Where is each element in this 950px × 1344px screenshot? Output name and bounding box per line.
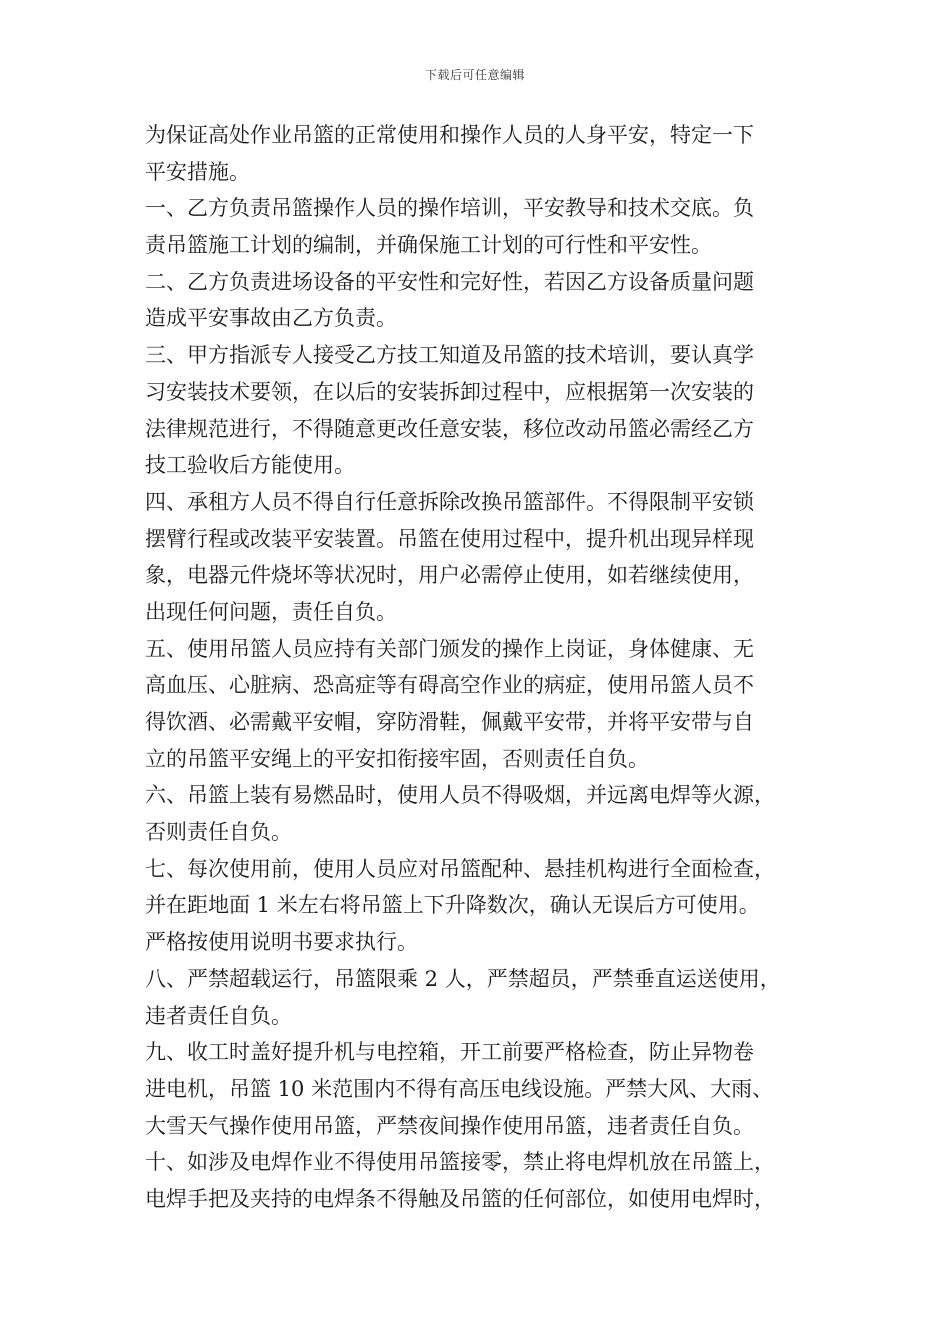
text-line: 一、乙方负责吊篮操作人员的操作培训，平安教导和技术交底。负 <box>145 196 754 221</box>
text-line: 二、乙方负责进场设备的平安性和完好性，若因乙方设备质量问题 <box>145 269 754 294</box>
text-line: 十、如涉及电焊作业不得使用吊篮接零，禁止将电焊机放在吊篮上， <box>145 1150 775 1175</box>
text-line: 平安措施。 <box>145 159 250 184</box>
text-line: 得饮酒、必需戴平安帽，穿防滑鞋，佩戴平安带，并将平安带与自 <box>145 710 754 734</box>
text-line: 进电机，吊篮 10 米范围内不得有高压电线设施。严禁大风、大雨、 <box>145 1076 774 1101</box>
text-line: 象，电器元件烧坏等状况时，用户必需停止使用，如若继续使用， <box>145 563 754 588</box>
text-line: 造成平安事故由乙方负责。 <box>145 306 397 331</box>
text-line: 习安装技术要领，在以后的安装拆卸过程中，应根据第一次安装的 <box>145 379 754 404</box>
text-line: 立的吊篮平安绳上的平安扣衔接牢固，否则责任自负。 <box>145 746 649 771</box>
text-line: 违者责任自负。 <box>145 1003 292 1028</box>
text-line: 九、收工时盖好提升机与电控箱，开工前要严格检查，防止异物卷 <box>145 1040 754 1065</box>
text-line: 否则责任自负。 <box>145 820 292 845</box>
text-line: 责吊篮施工计划的编制，并确保施工计划的可行性和平安性。 <box>145 233 712 258</box>
text-line: 大雪天气操作使用吊篮，严禁夜间操作使用吊篮，违者责任自负。 <box>145 1113 754 1138</box>
text-line: 四、承租方人员不得自行任意拆除改换吊篮部件。不得限制平安锁 <box>145 489 754 514</box>
document-body <box>145 117 815 1218</box>
page-header: 下载后可任意编辑 <box>424 68 525 82</box>
text-line: 出现任何问题，责任自负。 <box>145 599 397 624</box>
text-line: 六、吊篮上装有易燃品时，使用人员不得吸烟，并远离电焊等火源， <box>145 783 775 808</box>
text-line: 三、甲方指派专人接受乙方技工知道及吊篮的技术培训，要认真学 <box>145 343 754 368</box>
text-line: 严格按使用说明书要求执行。 <box>145 930 418 955</box>
text-line: 为保证高处作业吊篮的正常使用和操作人员的人身平安，特定一下 <box>145 123 754 147</box>
text-line: 电焊手把及夹持的电焊条不得触及吊篮的任何部位，如使用电焊时， <box>145 1186 775 1211</box>
text-line: 五、使用吊篮人员应持有关部门颁发的操作上岗证，身体健康、无 <box>145 636 754 661</box>
text-line: 七、每次使用前，使用人员应对吊篮配种、悬挂机构进行全面检查， <box>145 856 775 881</box>
text-line: 并在距地面 1 米左右将吊篮上下升降数次，确认无误后方可使用。 <box>145 893 760 918</box>
text-line: 摆臂行程或改装平安装置。吊篮在使用过程中，提升机出现异样现 <box>145 526 754 551</box>
text-line: 法律规范进行，不得随意更改任意安装，移位改动吊篮必需经乙方 <box>145 416 754 441</box>
text-line: 高血压、心脏病、恐高症等有碍高空作业的病症，使用吊篮人员不 <box>145 673 754 698</box>
text-line: 八、严禁超载运行，吊篮限乘 2 人，严禁超员，严禁垂直运送使用， <box>145 966 781 991</box>
text-line: 技工验收后方能使用。 <box>145 453 355 478</box>
